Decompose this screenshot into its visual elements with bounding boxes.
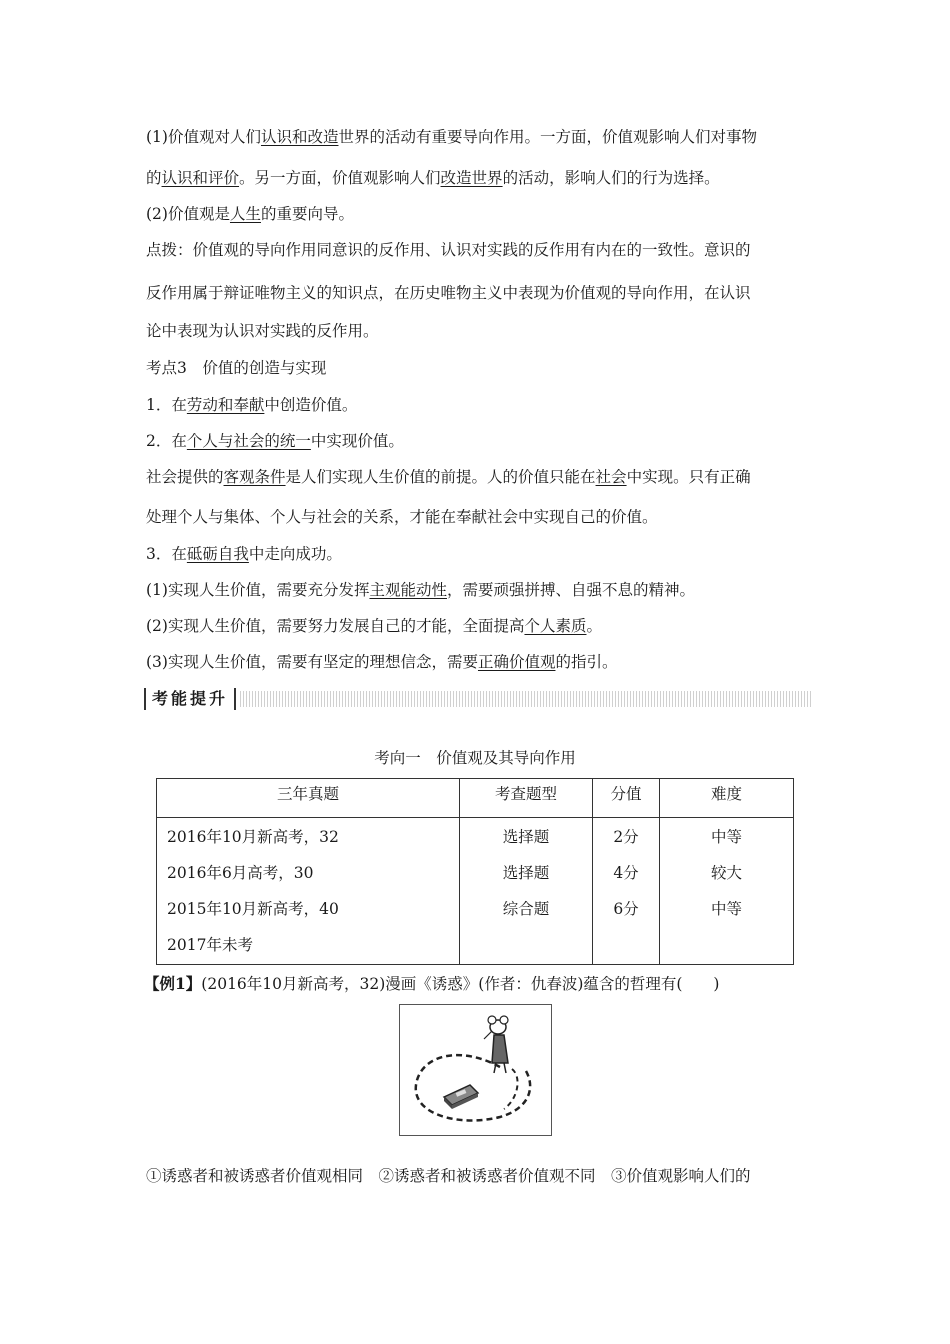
- type-entry: 选择题: [502, 828, 550, 846]
- score-cell: [593, 818, 660, 965]
- header-difficulty: 难度: [660, 779, 794, 818]
- underlined-term: 主观能动性: [369, 581, 447, 599]
- sub-item-3: (3)实现人生价值，需要有坚定的理想信念，需要正确价值观的指引。: [146, 653, 618, 671]
- score-entry: 2分: [613, 828, 639, 846]
- underlined-term: 正确价值观: [477, 653, 556, 671]
- score-entry: 4分: [613, 864, 639, 882]
- list-item-1: 1．在劳动和奉献中创造价值。: [146, 396, 358, 414]
- example-question: [144, 974, 719, 994]
- underlined-term: 改造世界: [440, 169, 503, 187]
- underlined-term: 砥砺自我: [186, 545, 249, 563]
- type-entry: 综合题: [502, 900, 550, 918]
- year-entry: 2016年6月高考，30: [167, 864, 314, 882]
- header-type: 考查题型: [460, 779, 593, 818]
- underlined-term: 认识和评价: [161, 169, 240, 187]
- difficulty-cell: [660, 818, 794, 965]
- example-tag: 【例1】: [144, 974, 202, 993]
- banner-label: 考能提升: [144, 688, 236, 710]
- type-entry: 选择题: [502, 864, 550, 882]
- exam-point-heading: 考点3 价值的创造与实现: [146, 359, 327, 377]
- header-score: 分值: [593, 779, 660, 818]
- header-years: 三年真题: [157, 779, 460, 818]
- type-cell: [460, 818, 593, 965]
- money-bundle-icon: [444, 1085, 478, 1109]
- score-entry: 6分: [613, 900, 639, 918]
- list-item-2: 2．在个人与社会的统一中实现价值。: [146, 432, 404, 450]
- social-line-1: 社会提供的客观条件是人们实现人生价值的前提。人的价值只能在社会中实现。只有正确: [146, 468, 751, 486]
- underlined-term: 个人与社会的统一: [186, 432, 311, 450]
- mouse-figure-icon: [484, 1016, 508, 1073]
- underlined-term: 劳动和奉献: [186, 396, 265, 414]
- underlined-term: 社会: [595, 468, 627, 486]
- social-line-2: 处理个人与集体、个人与社会的关系，才能在奉献社会中实现自己的价值。: [146, 508, 658, 526]
- note-line-3: 论中表现为认识对实践的反作用。: [146, 322, 379, 340]
- banner-hatch-divider: [240, 691, 812, 707]
- year-entry: 2017年未考: [167, 936, 253, 954]
- note-line-1: 点拨：价值观的导向作用同意识的反作用、认识对实践的反作用有内在的一致性。意识的: [146, 241, 751, 259]
- underlined-term: 客观条件: [223, 468, 286, 486]
- example-text: (2016年10月新高考，32)漫画《诱惑》(作者：仇春波)蕴含的哲理有( ): [201, 975, 720, 993]
- year-entry: 2016年10月新高考，32: [167, 828, 339, 846]
- underlined-term: 认识和改造: [260, 128, 339, 146]
- answer-options: ①诱惑者和被诱惑者价值观相同 ②诱惑者和被诱惑者价值观不同 ③价值观影响人们的: [146, 1167, 751, 1185]
- underlined-term: 个人素质: [524, 617, 587, 635]
- exam-table: [156, 778, 794, 965]
- list-item-3: 3．在砥砺自我中走向成功。: [146, 545, 342, 563]
- section-title: 考向一 价值观及其导向作用: [374, 749, 576, 767]
- sub-item-2: (2)实现人生价值，需要努力发展自己的才能，全面提高个人素质。: [146, 617, 602, 635]
- section-banner: [144, 688, 812, 710]
- difficulty-entry: 较大: [710, 864, 742, 882]
- cartoon-drawing: [400, 1005, 551, 1135]
- para-1-line-1: (1)价值观对人们认识和改造世界的活动有重要导向作用。一方面，价值观影响人们对事物: [146, 128, 757, 146]
- sub-item-1: (1)实现人生价值，需要充分发挥主观能动性，需要顽强拼搏、自强不息的精神。: [146, 581, 695, 599]
- year-entry: 2015年10月新高考，40: [167, 900, 339, 918]
- underlined-term: 人生: [229, 205, 261, 223]
- years-cell: [157, 818, 460, 965]
- note-line-2: 反作用属于辩证唯物主义的知识点，在历史唯物主义中表现为价值观的导向作用，在认识: [146, 284, 751, 302]
- table-row: [157, 818, 794, 965]
- difficulty-entry: 中等: [710, 900, 742, 918]
- para-2: (2)价值观是人生的重要向导。: [146, 205, 354, 223]
- cartoon-image: [399, 1004, 552, 1136]
- table-header-row: [157, 779, 794, 818]
- difficulty-entry: 中等: [710, 828, 742, 846]
- para-1-line-2: 的认识和评价。另一方面，价值观影响人们改造世界的活动，影响人们的行为选择。: [146, 169, 720, 187]
